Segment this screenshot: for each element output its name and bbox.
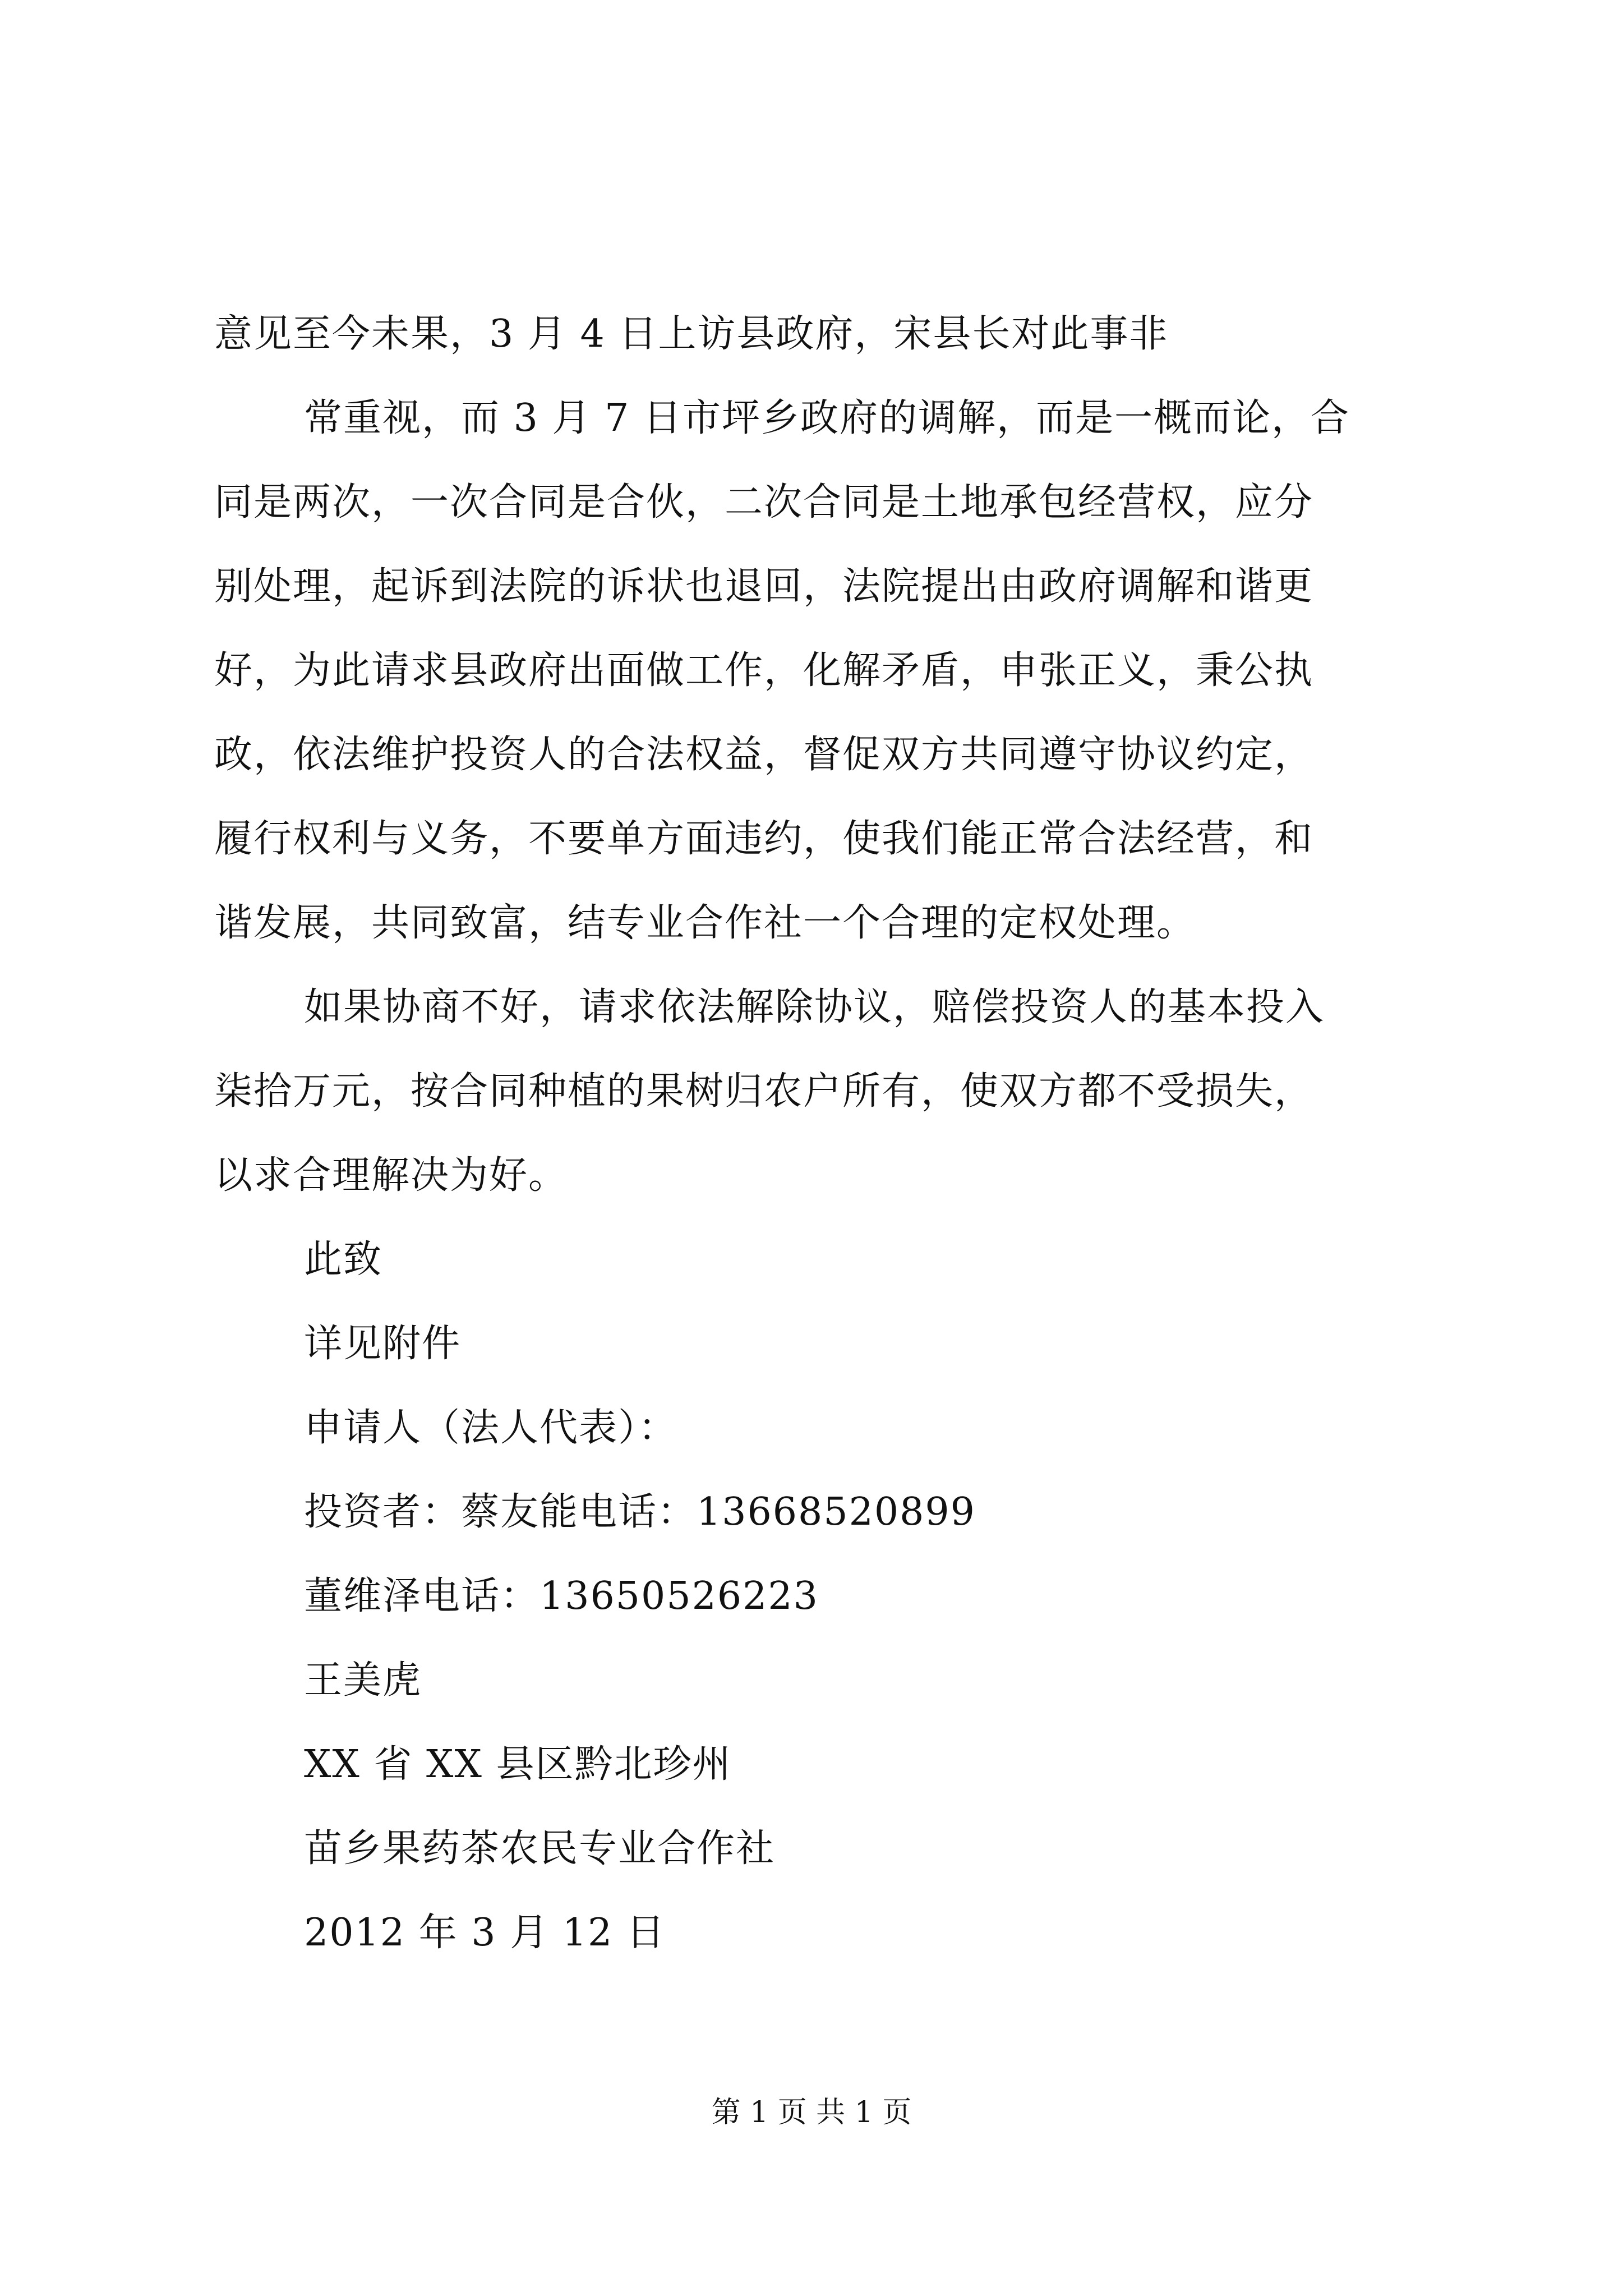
paragraph-2-line-5: 政，依法维护投资人的合法权益，督促双方共同遵守协议约定，	[214, 733, 1314, 777]
person-2-contact: 董维泽电话：13650526223	[304, 1574, 819, 1618]
paragraph-2-line-6: 履行权利与义务，不要单方面违约，使我们能正常合法经营，和	[214, 817, 1314, 861]
paragraph-3-line-2: 柒拾万元，按合同种植的果树归农户所有，使双方都不受损失，	[214, 1069, 1314, 1114]
person-3-name: 王美虎	[304, 1658, 422, 1703]
page-footer: 第 1 页 共 1 页	[711, 2096, 912, 2129]
investor-contact: 投资者：蔡友能电话：13668520899	[304, 1490, 976, 1534]
applicant-label: 申请人（法人代表）：	[304, 1406, 678, 1450]
organization-name: 苗乡果药茶农民专业合作社	[304, 1826, 776, 1871]
paragraph-continuation-line: 意见至今未果，3 月 4 日上访县政府，宋县长对此事非	[214, 312, 1169, 356]
paragraph-2-line-4: 好，为此请求县政府出面做工作，化解矛盾，申张正义，秉公执	[214, 648, 1314, 693]
paragraph-2-line-7: 谐发展，共同致富，结专业合作社一个合理的定权处理。	[214, 901, 1196, 945]
paragraph-2-line-3: 别处理，起诉到法院的诉状也退回，法院提出由政府调解和谐更	[214, 564, 1314, 609]
attachment-note: 详见附件	[304, 1322, 462, 1366]
paragraph-2-line-2: 同是两次，一次合同是合伙，二次合同是土地承包经营权，应分	[214, 480, 1314, 524]
paragraph-3-line-1: 如果协商不好，请求依法解除协议，赔偿投资人的基本投入	[304, 985, 1325, 1029]
salutation: 此致	[304, 1237, 383, 1282]
document-date: 2012 年 3 月 12 日	[304, 1911, 666, 1955]
paragraph-2-line-1: 常重视，而 3 月 7 日市坪乡政府的调解，而是一概而论，合	[304, 396, 1350, 440]
paragraph-3-line-3: 以求合理解决为好。	[214, 1153, 568, 1198]
address-line: XX 省 XX 县区黔北珍州	[304, 1742, 732, 1787]
